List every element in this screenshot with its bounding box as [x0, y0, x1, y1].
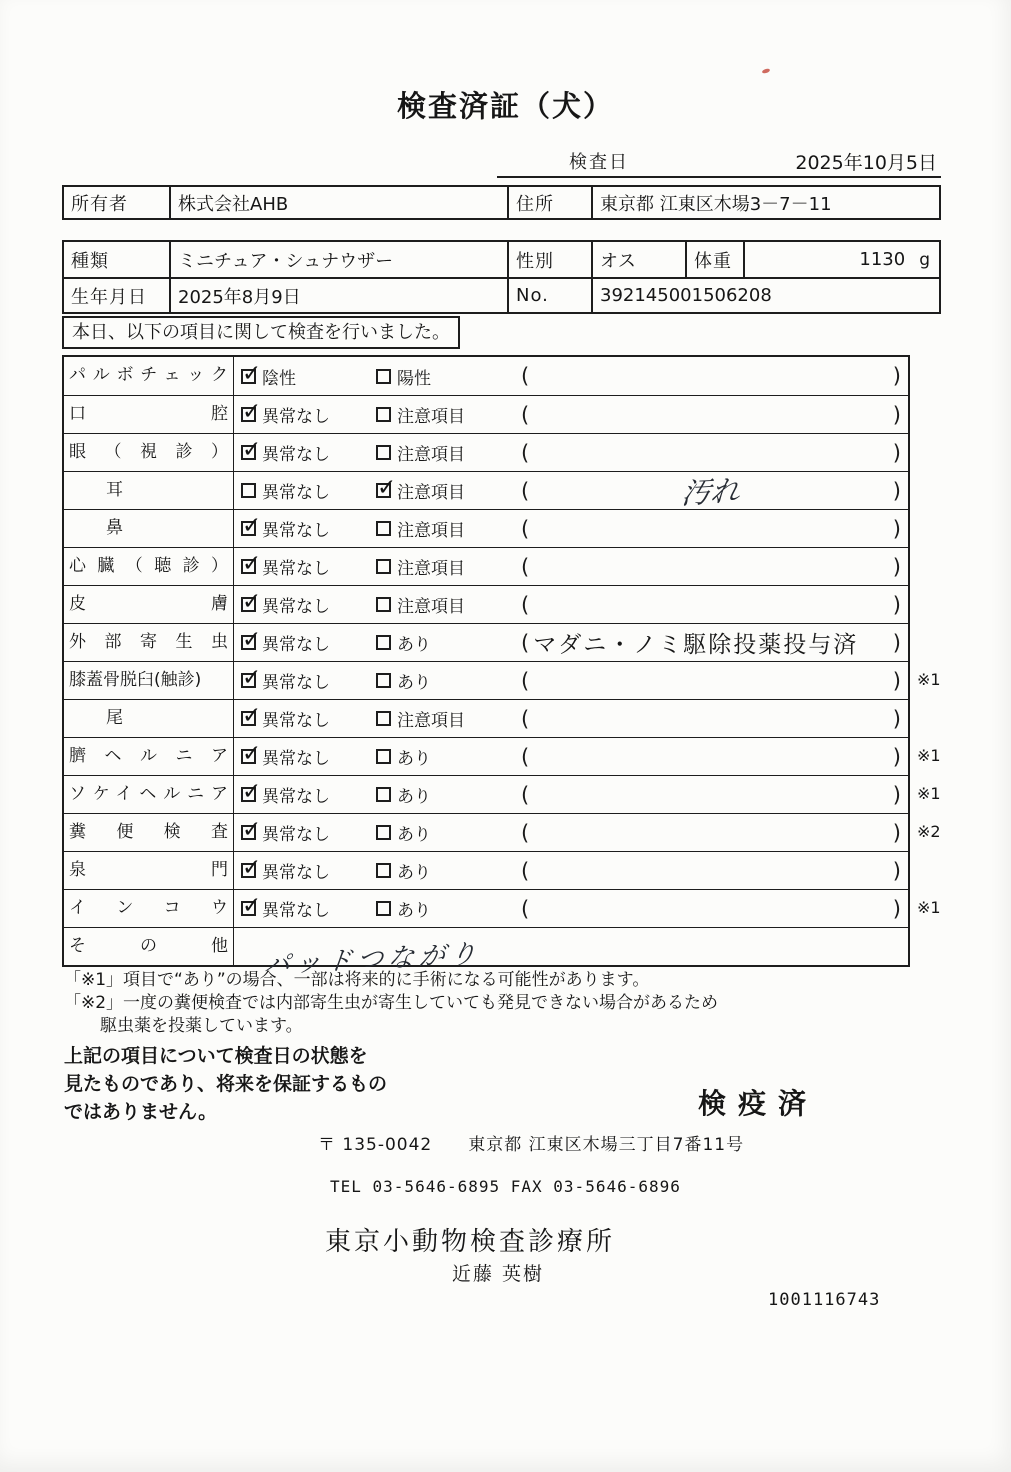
checkbox-unchecked-icon [376, 407, 391, 422]
handwritten-comment-text: パッドつながり [262, 939, 483, 981]
paren-close: ) [892, 554, 901, 579]
breed-label: 種類 [71, 250, 109, 272]
no-label: No. [507, 279, 591, 312]
inspection-row-inguinal-hernia [64, 775, 941, 813]
option-2 [369, 586, 514, 623]
note-mark: ※1 [917, 898, 941, 917]
checkbox-checked-icon [241, 787, 256, 802]
scan-artifact-red-speck [762, 68, 771, 74]
no-value: 392145001506208 [591, 279, 939, 312]
option-1 [234, 396, 369, 433]
checkbox-unchecked-icon [376, 787, 391, 802]
sex-label: 性別 [507, 242, 591, 277]
option-1 [234, 624, 369, 661]
checkbox-unchecked-icon [376, 445, 391, 460]
option-1 [234, 890, 369, 927]
comment-cell [234, 928, 908, 981]
option-label: 注意項目 [397, 445, 465, 465]
item-label: 尾 [64, 700, 234, 737]
option-2 [369, 472, 514, 509]
comment-cell [514, 852, 908, 889]
checkbox-checked-icon [241, 407, 256, 422]
option-label: 異常なし [262, 597, 330, 617]
paren-open: ( [521, 820, 530, 845]
item-label: インコウ [64, 890, 234, 927]
checkbox-checked-icon [241, 445, 256, 460]
checkbox-checked-icon [241, 863, 256, 878]
clinic-name: 東京小動物検査診療所 [325, 1227, 616, 1257]
option-label: 注意項目 [397, 407, 465, 427]
paren-close: ) [892, 440, 901, 465]
sex-value: オス [591, 242, 685, 277]
footnote-1: 「※1」項目で“あり”の場合、一部は将来的に手術になる可能性があります。 [64, 970, 650, 990]
checkbox-unchecked-icon [376, 369, 391, 384]
option-label: 異常なし [262, 825, 330, 845]
option-label: 注意項目 [397, 483, 465, 503]
paren-open: ( [521, 744, 530, 769]
comment-cell [514, 548, 908, 585]
inspection-row-ears [64, 471, 908, 509]
checkbox-checked-icon [241, 635, 256, 650]
paren-close: ) [892, 820, 901, 845]
comment-cell [514, 700, 908, 737]
option-1 [234, 738, 369, 775]
option-label: 異常なし [262, 787, 330, 807]
item-label: 糞便検査 [64, 814, 234, 851]
option-2 [369, 662, 514, 699]
weight-unit: g [919, 249, 930, 270]
paren-open: ( [521, 364, 530, 388]
checkbox-checked-icon [241, 521, 256, 536]
paren-open: ( [521, 630, 530, 655]
disclaimer-line1: 上記の項目について検査日の状態を [64, 1045, 368, 1067]
item-label: パルボチェック [64, 357, 234, 395]
paren-close: ) [892, 782, 901, 807]
disclaimer-line3: ではありません。 [64, 1101, 218, 1123]
quarantine-stamp: 検疫済 [698, 1087, 819, 1120]
comment-cell [514, 586, 908, 623]
option-label: 異常なし [262, 711, 330, 731]
option-2 [369, 624, 514, 661]
option-label: あり [397, 673, 431, 693]
option-1 [234, 472, 369, 509]
option-1 [234, 700, 369, 737]
option-2 [369, 814, 514, 851]
paren-close: ) [892, 592, 901, 617]
paren-close: ) [892, 402, 901, 427]
option-1 [234, 434, 369, 471]
comment-cell [514, 662, 908, 699]
comment-text: マダニ・ノミ駆除投薬投与済 [533, 632, 859, 658]
comment-cell [514, 357, 908, 395]
inspection-row-skin [64, 585, 908, 623]
paren-close: ) [892, 630, 901, 655]
paren-open: ( [521, 782, 530, 807]
option-label: あり [397, 635, 431, 655]
paren-open: ( [521, 478, 530, 503]
address-label: 住所 [507, 187, 591, 218]
inspection-row-mouth [64, 395, 908, 433]
weight-label: 体重 [685, 242, 743, 277]
option-label: 陰性 [262, 368, 296, 389]
option-label: 異常なし [262, 635, 330, 655]
comment-cell [514, 510, 908, 547]
paren-close: ) [892, 706, 901, 731]
option-label: あり [397, 787, 431, 807]
exam-date-value: 2025年10月5日 [795, 151, 937, 174]
inspection-row-heart [64, 547, 908, 585]
comment-cell [514, 814, 908, 851]
footnote-2-line1: 「※2」一度の糞便検査では内部寄生虫が寄生していても発見できない場合があるため [64, 993, 719, 1013]
comment-cell [514, 738, 908, 775]
birth-label: 生年月日 [71, 286, 147, 308]
owner-label: 所有者 [71, 193, 128, 215]
owner-value: 株式会社AHB [169, 187, 507, 218]
option-label: 異常なし [262, 901, 330, 921]
note-mark: ※2 [917, 822, 941, 841]
checkbox-checked-icon [241, 369, 256, 384]
paren-open: ( [521, 554, 530, 579]
paren-close: ) [892, 364, 901, 388]
option-label: あり [397, 901, 431, 921]
disclaimer [64, 1042, 387, 1126]
paren-close: ) [892, 896, 901, 921]
inspection-row-tail [64, 699, 908, 737]
option-label: 異常なし [262, 483, 330, 503]
option-2 [369, 396, 514, 433]
option-1 [234, 357, 369, 395]
intro-text-box: 本日、以下の項目に関して検査を行いました。 [62, 316, 460, 349]
option-1 [234, 814, 369, 851]
checkbox-unchecked-icon [376, 825, 391, 840]
option-2 [369, 357, 514, 395]
option-label: 異常なし [262, 863, 330, 883]
option-label: 異常なし [262, 407, 330, 427]
option-2 [369, 890, 514, 927]
document-title: 検査済証（犬） [396, 89, 614, 123]
option-label: あり [397, 749, 431, 769]
option-1 [234, 510, 369, 547]
note-mark: ※1 [917, 784, 941, 803]
paren-open: ( [521, 706, 530, 731]
clinic-tel-fax: TEL 03-5646-6895 FAX 03-5646-6896 [330, 1177, 681, 1196]
option-label: 異常なし [262, 559, 330, 579]
note-mark: ※1 [917, 670, 941, 689]
option-label: 注意項目 [397, 559, 465, 579]
item-label: ソケイヘルニア [64, 776, 234, 813]
option-2 [369, 510, 514, 547]
checkbox-unchecked-icon [376, 521, 391, 536]
option-2 [369, 548, 514, 585]
option-1 [234, 662, 369, 699]
item-label: 耳 [64, 472, 234, 509]
item-label: 口腔 [64, 396, 234, 433]
paren-close: ) [892, 858, 901, 883]
inspection-row-parasites [64, 623, 908, 661]
option-1 [234, 852, 369, 889]
paren-open: ( [521, 516, 530, 541]
paren-open: ( [521, 592, 530, 617]
item-label: 皮膚 [64, 586, 234, 623]
comment-cell [514, 472, 908, 509]
option-label: 注意項目 [397, 521, 465, 541]
clinic-address: 〒 135-0042 東京都 江東区木場三丁目7番11号 [318, 1135, 745, 1155]
inspection-row-parvo [64, 357, 908, 395]
paren-close: ) [892, 744, 901, 769]
option-2 [369, 738, 514, 775]
checkbox-unchecked-icon [376, 711, 391, 726]
comment-cell [514, 624, 908, 661]
inspection-row-fecal-exam [64, 813, 941, 851]
checkbox-unchecked-icon [376, 749, 391, 764]
birth-value: 2025年8月9日 [169, 279, 507, 312]
checkbox-unchecked-icon [241, 483, 256, 498]
weight-value: 1130 [859, 249, 906, 270]
option-label: 異常なし [262, 749, 330, 769]
checkbox-checked-icon [241, 597, 256, 612]
option-label: 異常なし [262, 521, 330, 541]
checkbox-checked-icon [376, 483, 391, 498]
option-2 [369, 700, 514, 737]
comment-cell [514, 776, 908, 813]
footnotes [64, 969, 718, 1038]
item-label: 眼（視診） [64, 434, 234, 471]
option-1 [234, 548, 369, 585]
option-2 [369, 434, 514, 471]
inspection-row-nose [64, 509, 908, 547]
option-label: 注意項目 [397, 711, 465, 731]
paren-close: ) [892, 668, 901, 693]
pet-table [62, 240, 941, 314]
option-1 [234, 776, 369, 813]
footnote-2-line2: 駆虫薬を投薬しています。 [100, 1016, 303, 1036]
option-2 [369, 852, 514, 889]
checkbox-unchecked-icon [376, 597, 391, 612]
checkbox-checked-icon [241, 749, 256, 764]
veterinarian-name: 近藤 英樹 [452, 1263, 545, 1285]
paren-open: ( [521, 440, 530, 465]
paren-close: ) [892, 516, 901, 541]
item-label: 鼻 [64, 510, 234, 547]
exam-date-row [497, 146, 941, 178]
option-label: あり [397, 825, 431, 845]
item-label: 膝蓋骨脱臼(触診) [64, 662, 234, 699]
checkbox-unchecked-icon [376, 673, 391, 688]
checkbox-unchecked-icon [376, 901, 391, 916]
checkbox-unchecked-icon [376, 559, 391, 574]
owner-table [62, 185, 941, 220]
item-label: 外部寄生虫 [64, 624, 234, 661]
checkbox-checked-icon [241, 711, 256, 726]
checkbox-checked-icon [241, 825, 256, 840]
paren-open: ( [521, 896, 530, 921]
inspection-row-fontanelle [64, 851, 908, 889]
option-label: あり [397, 863, 431, 883]
paren-open: ( [521, 858, 530, 883]
paren-open: ( [521, 402, 530, 427]
option-label: 注意項目 [397, 597, 465, 617]
item-label: 泉門 [64, 852, 234, 889]
note-mark: ※1 [917, 746, 941, 765]
inspection-row-patella [64, 661, 941, 699]
option-label: 陽性 [397, 368, 431, 389]
option-1 [234, 586, 369, 623]
item-label: 心臓（聴診） [64, 548, 234, 585]
item-label: その他 [64, 928, 234, 965]
option-2 [369, 776, 514, 813]
paren-close: ) [892, 478, 901, 503]
weight-value-cell [743, 242, 939, 277]
handwritten-comment-text: 汚れ [680, 473, 742, 511]
serial-number: 1001116743 [768, 1290, 881, 1310]
breed-value: ミニチュア・シュナウザー [169, 242, 507, 277]
inspection-row-umbilical-hernia [64, 737, 941, 775]
checkbox-checked-icon [241, 559, 256, 574]
exam-date-label: 検査日 [569, 152, 629, 173]
paren-open: ( [521, 668, 530, 693]
option-label: 異常なし [262, 673, 330, 693]
comment-cell [514, 396, 908, 433]
disclaimer-line2: 見たものであり、将来を保証するもの [64, 1073, 388, 1095]
checkbox-unchecked-icon [376, 635, 391, 650]
checkbox-checked-icon [241, 673, 256, 688]
checkbox-checked-icon [241, 901, 256, 916]
address-value: 東京都 江東区木場3－7－11 [591, 187, 939, 218]
item-label: 臍ヘルニア [64, 738, 234, 775]
option-label: 異常なし [262, 445, 330, 465]
checkbox-unchecked-icon [376, 863, 391, 878]
